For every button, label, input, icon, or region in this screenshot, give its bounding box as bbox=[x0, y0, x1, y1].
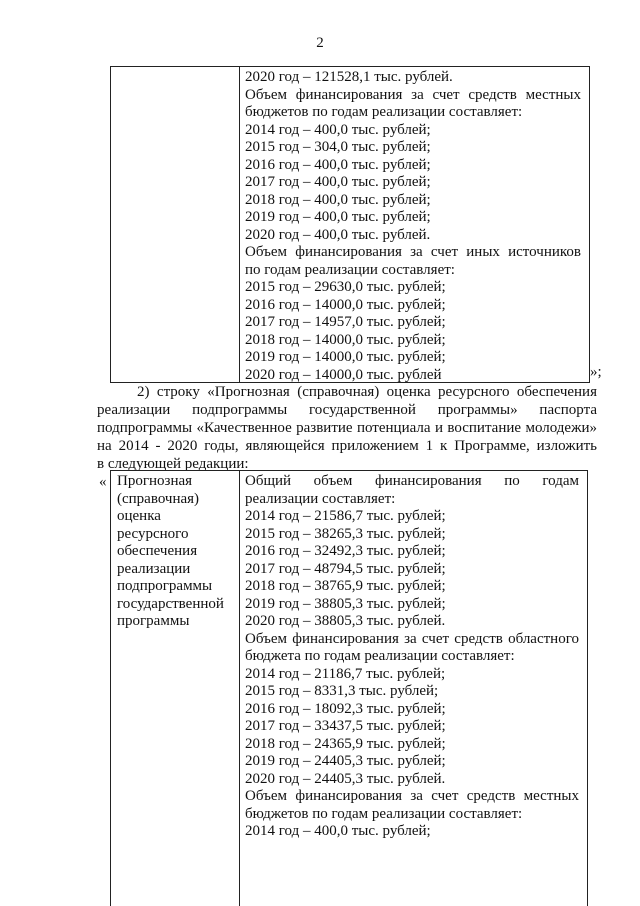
text-line: ресурсного bbox=[117, 525, 189, 542]
text-line: 2019 год – 14000,0 тыс. рублей; bbox=[245, 349, 446, 365]
opening-quote-mark: « bbox=[99, 474, 107, 490]
text-line: 2015 год – 304,0 тыс. рублей; bbox=[245, 139, 431, 155]
text-line: Объем финансирования за счет средств местных bbox=[245, 788, 579, 804]
column-divider bbox=[239, 67, 240, 382]
paragraph-line: подпрограммы «Качественное развитие потенциала и воспитание молодежи» bbox=[97, 420, 597, 436]
text-line: 2020 год – 38805,3 тыс. рублей. bbox=[245, 613, 446, 629]
financing-text-cell bbox=[245, 473, 579, 841]
closing-quote-mark: »; bbox=[590, 364, 602, 380]
text-line: 2020 год – 121528,1 тыс. рублей. bbox=[245, 69, 453, 85]
text-line: Объем финансирования за счет иных источников bbox=[245, 244, 581, 260]
text-line: 2017 год – 14957,0 тыс. рублей; bbox=[245, 314, 446, 330]
text-line: (справочная) bbox=[117, 490, 200, 507]
text-line: 2014 год – 400,0 тыс. рублей; bbox=[245, 121, 431, 138]
text-line: 2014 год – 21586,7 тыс. рублей; bbox=[245, 508, 446, 524]
text-line: бюджета по годам реализации составляет: bbox=[245, 648, 515, 664]
text-line: 2019 год – 24405,3 тыс. рублей; bbox=[245, 753, 446, 769]
text-line: 2020 год – 400,0 тыс. рублей. bbox=[245, 226, 431, 243]
text-line: 2015 год – 29630,0 тыс. рублей; bbox=[245, 279, 446, 295]
text-line: 2015 год – 38265,3 тыс. рублей; bbox=[245, 525, 446, 542]
text-line: 2014 год – 21186,7 тыс. рублей; bbox=[245, 665, 446, 682]
text-line: 2017 год – 48794,5 тыс. рублей; bbox=[245, 560, 446, 577]
financing-table-new bbox=[110, 470, 588, 906]
text-line: оценка bbox=[117, 508, 161, 524]
paragraph-line: реализации подпрограммы государственной программы» паспорта bbox=[97, 402, 597, 418]
text-line: Прогнозная bbox=[117, 473, 193, 489]
text-line: реализации bbox=[117, 560, 191, 577]
section-name-cell bbox=[117, 473, 235, 631]
text-line: 2016 год – 400,0 тыс. рублей; bbox=[245, 156, 431, 173]
text-line: Объем финансирования за счет средств областного bbox=[245, 630, 579, 647]
text-line: 2020 год – 14000,0 тыс. рублей bbox=[245, 366, 442, 383]
amendment-paragraph bbox=[97, 383, 597, 473]
text-line: 2019 год – 38805,3 тыс. рублей; bbox=[245, 595, 446, 612]
paragraph-line: в следующей редакции: bbox=[97, 456, 249, 472]
text-line: 2016 год – 32492,3 тыс. рублей; bbox=[245, 543, 446, 559]
text-line: 2018 год – 24365,9 тыс. рублей; bbox=[245, 735, 446, 752]
text-line: 2019 год – 400,0 тыс. рублей; bbox=[245, 209, 431, 225]
text-line: 2018 год – 38765,9 тыс. рублей; bbox=[245, 578, 446, 594]
column-divider bbox=[239, 471, 240, 906]
text-line: обеспечения bbox=[117, 543, 198, 559]
text-line: бюджетов по годам реализации составляет: bbox=[245, 104, 523, 120]
text-line: 2015 год – 8331,3 тыс. рублей; bbox=[245, 683, 439, 699]
text-line: подпрограммы bbox=[117, 578, 213, 594]
paragraph-line: на 2014 - 2020 годы, являющейся приложением 1 к Программе, изложить bbox=[97, 438, 597, 454]
text-line: государственной bbox=[117, 595, 224, 612]
financing-text-cell bbox=[245, 69, 581, 384]
text-line: 2020 год – 24405,3 тыс. рублей. bbox=[245, 770, 446, 787]
text-line: 2017 год – 33437,5 тыс. рублей; bbox=[245, 718, 446, 734]
text-line: бюджетов по годам реализации составляет: bbox=[245, 805, 523, 822]
text-line: 2017 год – 400,0 тыс. рублей; bbox=[245, 174, 431, 190]
text-line: 2018 год – 14000,0 тыс. рублей; bbox=[245, 331, 446, 348]
text-line: реализации составляет: bbox=[245, 490, 396, 507]
text-line: 2018 год – 400,0 тыс. рублей; bbox=[245, 191, 431, 208]
text-line: программы bbox=[117, 613, 190, 629]
financing-table-continued bbox=[110, 66, 590, 383]
text-line: 2016 год – 14000,0 тыс. рублей; bbox=[245, 296, 446, 313]
text-line: 2014 год – 400,0 тыс. рублей; bbox=[245, 823, 431, 839]
text-line: 2016 год – 18092,3 тыс. рублей; bbox=[245, 700, 446, 717]
text-line: по годам реализации составляет: bbox=[245, 261, 455, 278]
page-number: 2 bbox=[316, 35, 324, 51]
text-line: Объем финансирования за счет средств местных bbox=[245, 86, 581, 103]
text-line: Общий объем финансирования по годам bbox=[245, 473, 579, 489]
paragraph-line: 2) строку «Прогнозная (справочная) оценка ресурсного обеспечения bbox=[137, 384, 597, 400]
